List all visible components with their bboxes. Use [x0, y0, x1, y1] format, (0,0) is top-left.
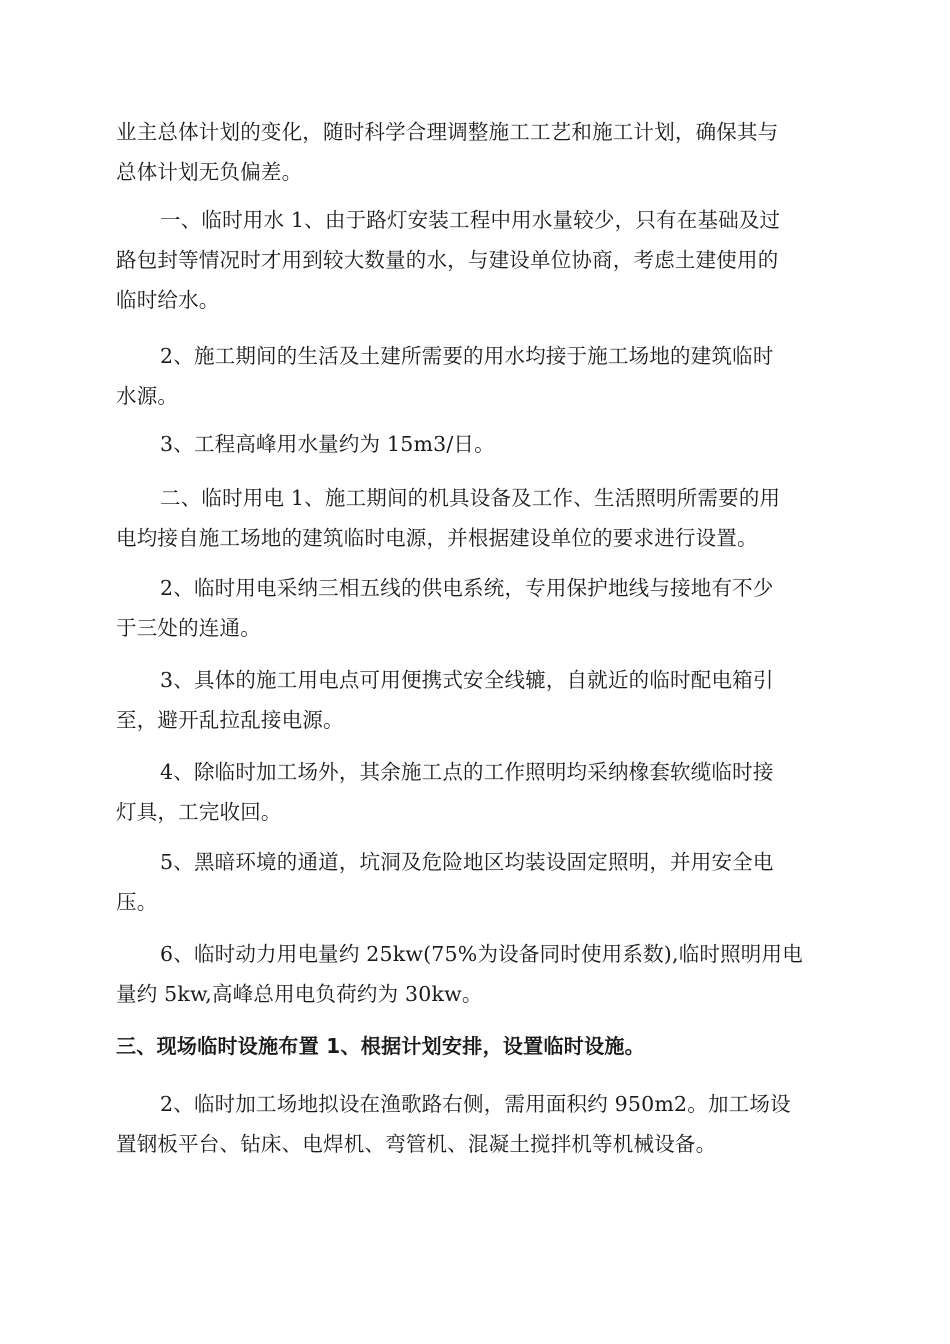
text-line: 水源。 — [116, 384, 179, 408]
text-line: 4、除临时加工场外，其余施工点的工作照明均采纳橡套软缆临时接 — [160, 760, 774, 784]
text-line: 压。 — [116, 890, 158, 914]
text-line: 2、临时用电采纳三相五线的供电系统，专用保护地线与接地有不少 — [160, 576, 774, 600]
paragraph-peak-water — [116, 424, 836, 464]
text-line: 一、临时用水 1、由于路灯安装工程中用水量较少，只有在基础及过 — [160, 208, 781, 232]
text-line: 量约 5kw,高峰总用电负荷约为 30kw。 — [116, 982, 483, 1006]
text-line: 3、工程高峰用水量约为 15m3/日。 — [160, 432, 495, 456]
paragraph-power-points — [116, 660, 836, 740]
text-line: 灯具，工完收回。 — [116, 800, 282, 824]
section-heading: 三、现场临时设施布置 1、根据计划安排，设置临时设施。 — [116, 1034, 645, 1058]
paragraph-continuation — [116, 112, 836, 192]
paragraph-temporary-power — [116, 478, 836, 558]
paragraph-processing-site — [116, 1084, 836, 1164]
text-line: 电均接自施工场地的建筑临时电源，并根据建设单位的要求进行设置。 — [116, 526, 758, 550]
paragraph-power-load — [116, 934, 836, 1014]
text-line: 路包封等情况时才用到较大数量的水，与建设单位协商，考虑土建使用的 — [116, 248, 779, 272]
text-line: 业主总体计划的变化，随时科学合理调整施工工艺和施工计划，确保其与 — [116, 120, 779, 144]
paragraph-water-source — [116, 336, 836, 416]
text-line: 临时给水。 — [116, 288, 220, 312]
text-line: 3、具体的施工用电点可用便携式安全线辘，自就近的临时配电箱引 — [160, 668, 774, 692]
paragraph-dark-areas — [116, 842, 836, 922]
text-line: 置钢板平台、钻床、电焊机、弯管机、混凝土搅拌机等机械设备。 — [116, 1132, 717, 1156]
text-line: 至，避开乱拉乱接电源。 — [116, 708, 344, 732]
text-line: 二、临时用电 1、施工期间的机具设备及工作、生活照明所需要的用 — [160, 486, 781, 510]
text-line: 总体计划无负偏差。 — [116, 160, 303, 184]
text-line: 6、临时动力用电量约 25kw(75%为设备同时使用系数),临时照明用电 — [160, 942, 803, 966]
text-line: 于三处的连通。 — [116, 616, 261, 640]
text-line: 2、临时加工场地拟设在渔歌路右侧，需用面积约 950m2。加工场设 — [160, 1092, 791, 1116]
text-line: 2、施工期间的生活及土建所需要的用水均接于施工场地的建筑临时 — [160, 344, 774, 368]
paragraph-lighting — [116, 752, 836, 832]
text-line: 5、黑暗环境的通道，坑洞及危险地区均装设固定照明，并用安全电 — [160, 850, 774, 874]
paragraph-power-system — [116, 568, 836, 648]
paragraph-temporary-water — [116, 200, 836, 320]
